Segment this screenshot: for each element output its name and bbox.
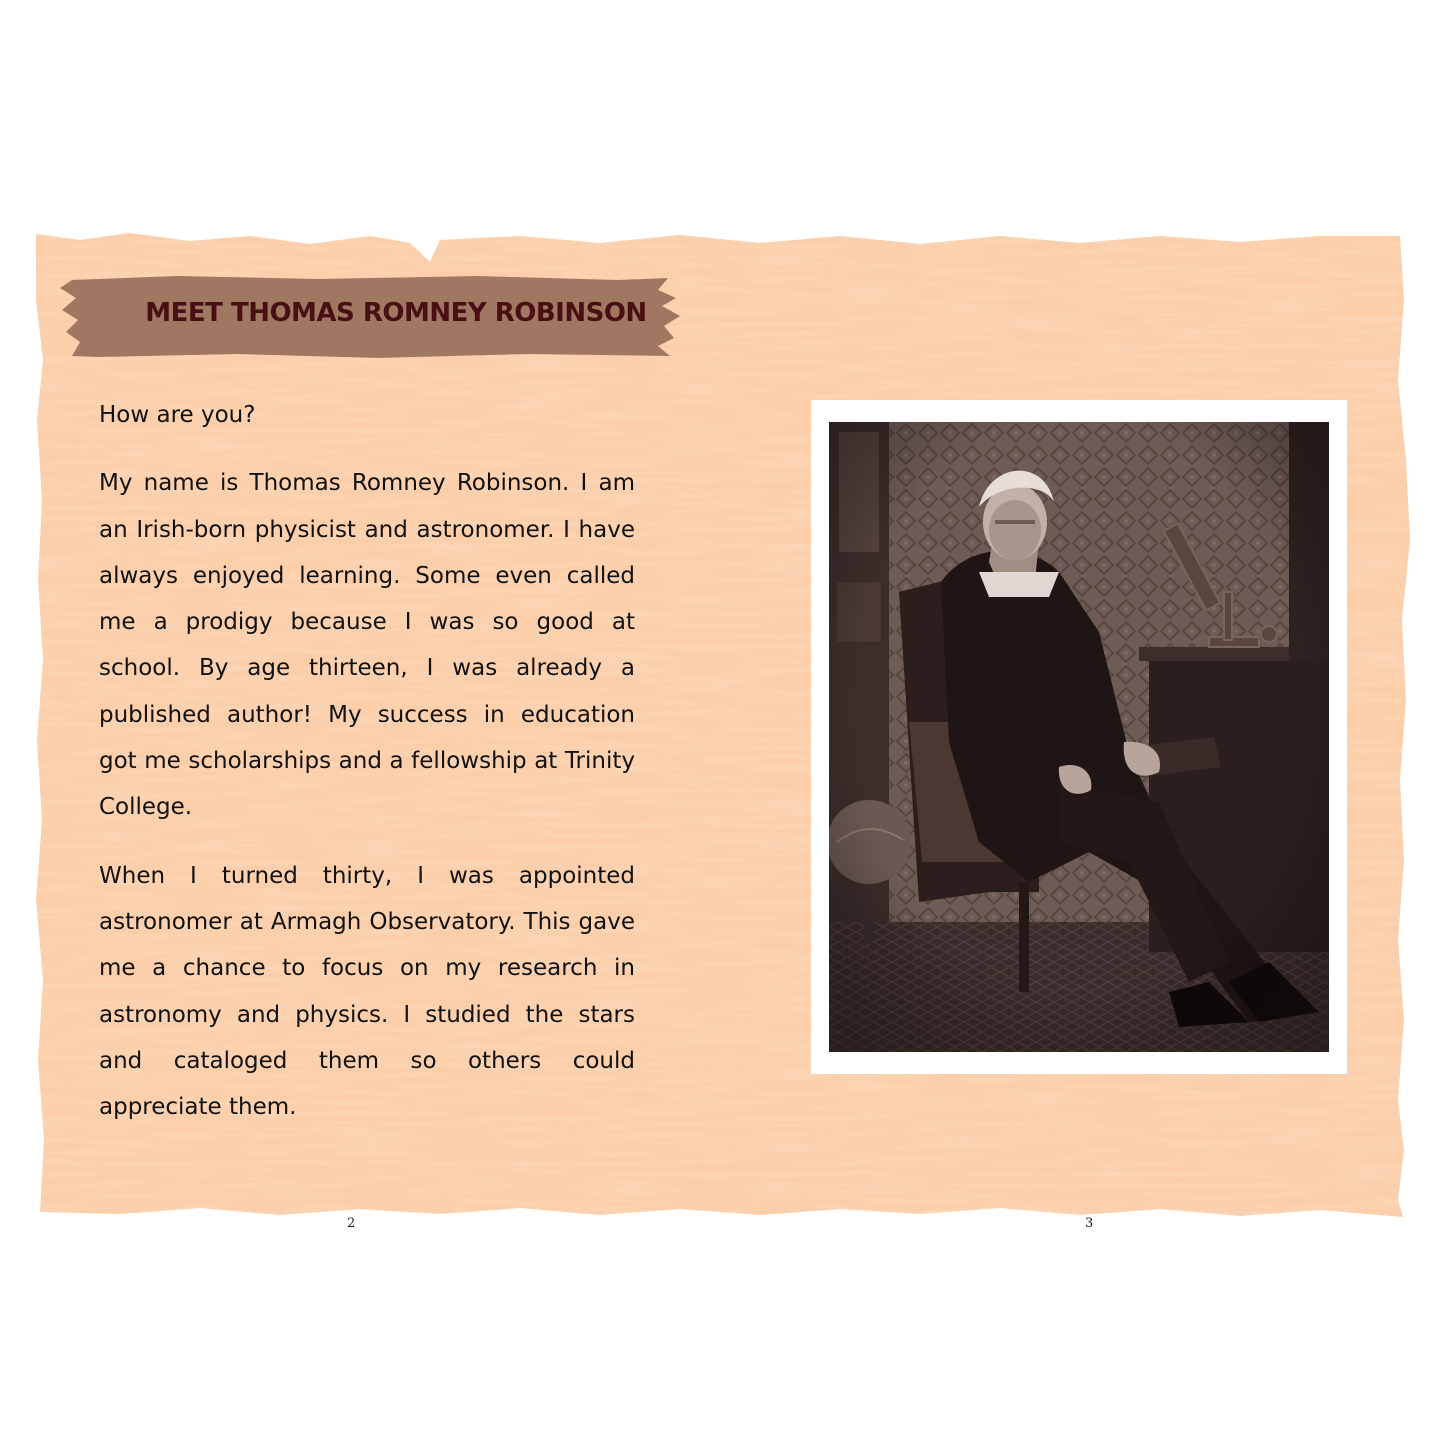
title-banner — [58, 276, 683, 358]
paragraph-greeting: How are you? — [99, 402, 256, 428]
sepia-portrait-photo-icon — [829, 422, 1329, 1052]
page-number-right: 3 — [1085, 1216, 1094, 1231]
paragraph-introduction: My name is Thomas Romney Robinson. I am an Irish-born physicist and astronomer. I have always enjoyed learning. Some even called me a prodigy because I was so good at school. By age thirteen, I was already a published author! My success in education got me scholarships and a fellowship at Trinity College. — [99, 470, 635, 821]
page-title: MEET THOMAS ROMNEY ROBINSON — [145, 298, 647, 328]
photo-frame — [811, 400, 1347, 1074]
paragraph-career: When I turned thirty, I was appointed astronomer at Armagh Observatory. This gave me a chance to focus on my research in astronomy and physics. I studied the stars and cataloged them so others could appreciate them. — [99, 862, 635, 1121]
body-text — [99, 392, 635, 1152]
page-number-left: 2 — [347, 1216, 356, 1231]
